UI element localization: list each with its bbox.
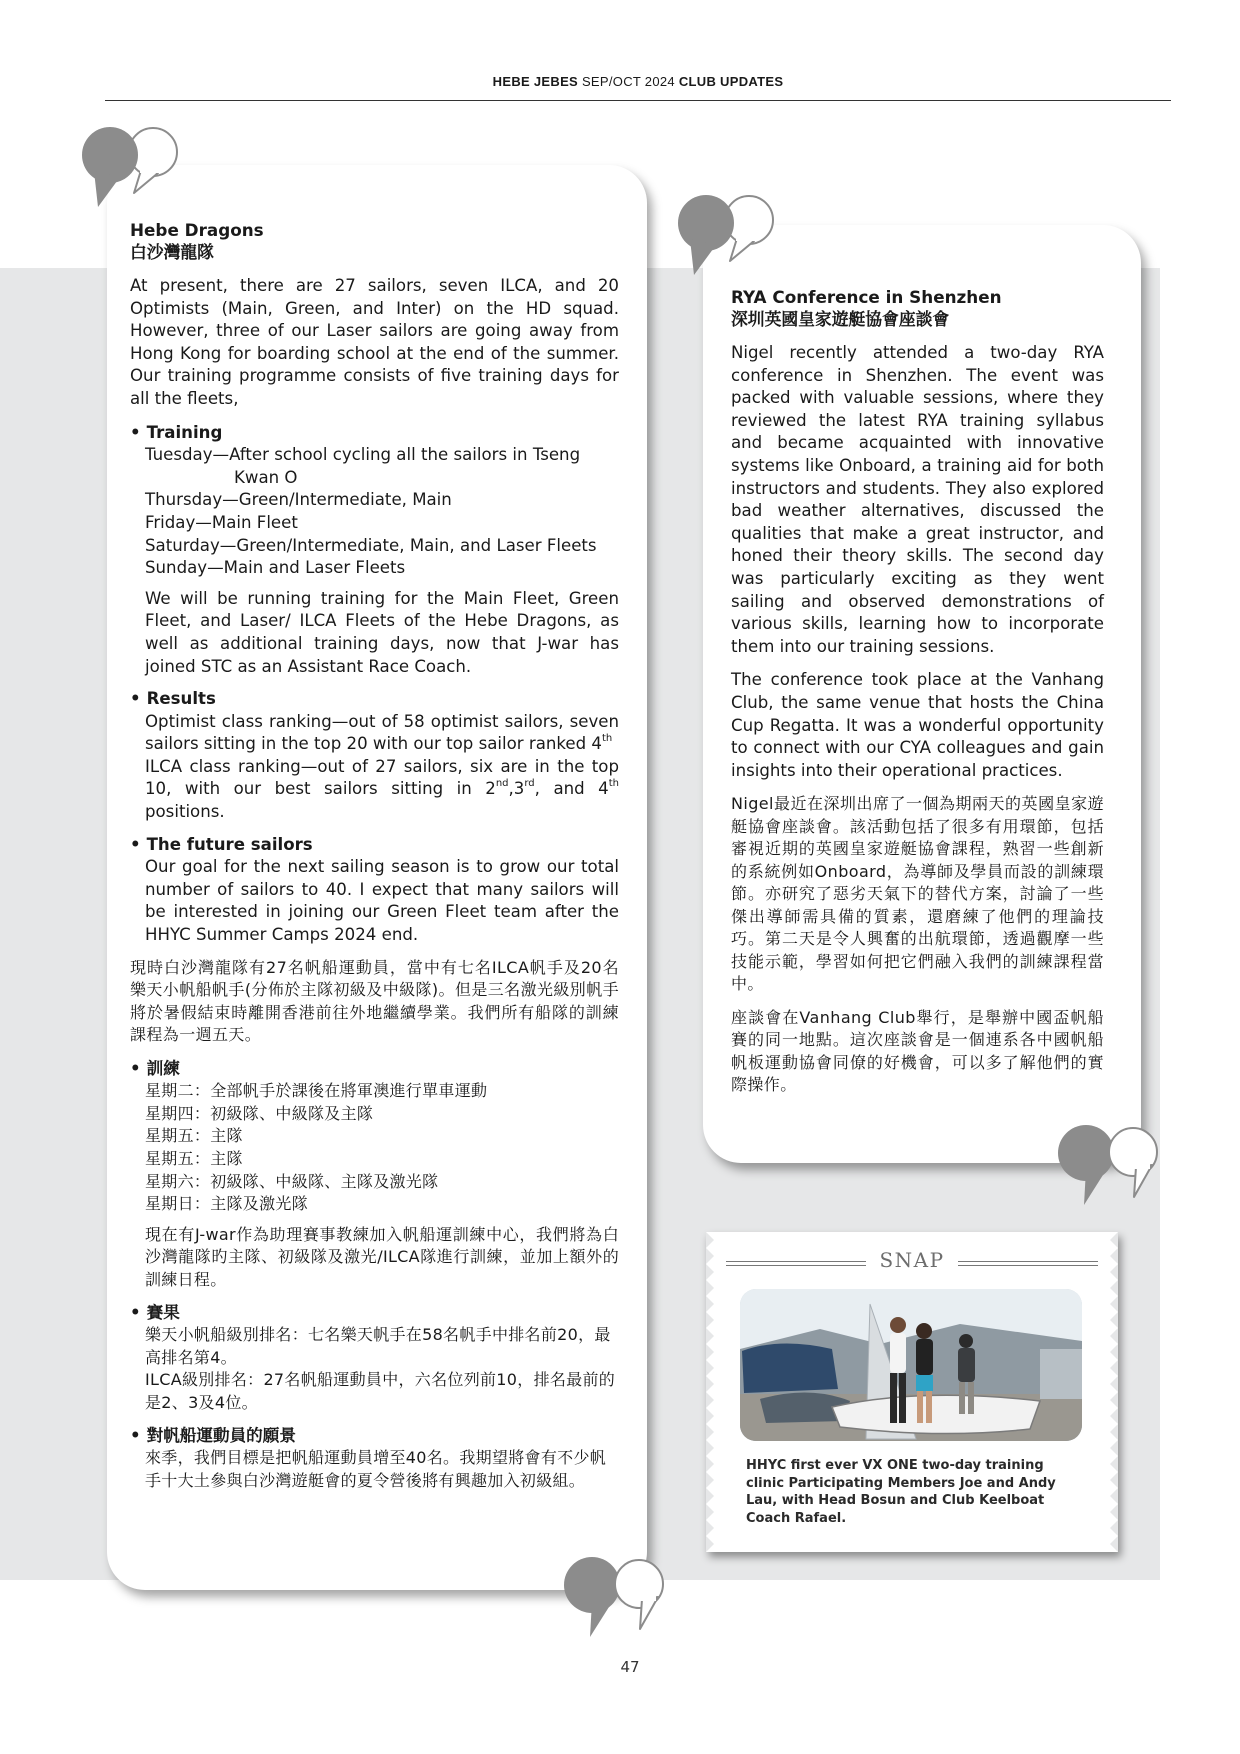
right-article bbox=[731, 286, 1104, 1108]
schedule-line-zh: 星期日：主隊及激光隊 bbox=[145, 1194, 309, 1214]
left-article bbox=[130, 219, 619, 1502]
training-heading-zh: • 訓練 bbox=[130, 1058, 619, 1081]
quote-close-icon bbox=[1056, 1123, 1166, 1208]
venue-paragraph: The conference took place at the Vanhang Club, the same venue that hosts the China Cup Regatta. It was a wonderful opportunity to connect with our CYA colleagues and gain insights into their operational practices. bbox=[731, 670, 1104, 780]
future-section-zh bbox=[130, 1425, 619, 1493]
future-body: Our goal for the next sailing season is to grow our total number of sailors to 40. I expect that many sailors will be interested in joining our Green Fleet team after the HHYC Summer Camps 2024 end. bbox=[145, 857, 619, 945]
training-note-zh: 現在有J-war作為助理賽事教練加入帆船運訓練中心，我們將為白沙灣龍隊旳主隊、初級隊及激光/ILCA隊進行訓練，並加上額外的訓練日程。 bbox=[145, 1224, 619, 1289]
training-section bbox=[130, 422, 619, 679]
future-heading-zh: • 對帆船運動員的願景 bbox=[130, 1425, 619, 1448]
schedule-line: Sunday—Main and Laser Fleets bbox=[145, 558, 406, 578]
issue-date: SEP/OCT 2024 bbox=[581, 74, 675, 89]
quote-close-icon bbox=[562, 1555, 672, 1640]
future-heading: • The future sailors bbox=[130, 834, 619, 857]
results-section-zh bbox=[130, 1302, 619, 1415]
intro-paragraph-zh: 現時白沙灣龍隊有27名帆船運動員，當中有七名ILCA帆手及20名樂天小帆船帆手(分佈於主隊初級及中級隊)。但是三名激光級別帆手將於暑假結束時離開香港前往外地繼續學業。我們所有船隊的訓練課程為一週五天。 bbox=[130, 957, 619, 1045]
snap-title bbox=[726, 1248, 1098, 1278]
results-heading: • Results bbox=[130, 688, 619, 711]
results-heading-zh: • 賽果 bbox=[130, 1302, 619, 1325]
snap-label: SNAP bbox=[879, 1248, 945, 1272]
future-section bbox=[130, 834, 619, 947]
article-title-zh: 深圳英國皇家遊艇協會座談會 bbox=[731, 309, 950, 329]
training-section-zh bbox=[130, 1058, 619, 1292]
schedule-line-zh: 星期四：初級隊、中級隊及主隊 bbox=[145, 1103, 374, 1123]
schedule-line: Saturday—Green/Intermediate, Main, and Laser Fleets bbox=[145, 535, 597, 555]
schedule-line: Thursday—Green/Intermediate, Main bbox=[145, 490, 452, 510]
conference-paragraph-zh: Nigel最近在深圳出席了一個為期兩天的英國皇家遊艇協會座談會。該活動包括了很多有用環節，包括審視近期的英國皇家遊艇協會課程，熟習一些創新的系統例如Onboard，為導師及學員而設的訓練環節。亦研究了惡劣天氣下的替代方案，討論了一些傑出導師需具備的質素，還磨練了他們的理論技巧。第二天是令人興奮的出航環節，透過觀摩一些技能示範，學習如何把它們融入我們的訓練課程當中。 bbox=[731, 794, 1104, 994]
snap-caption: HHYC first ever VX ONE two-day training clinic Participating Members Joe and Andy Lau, with Head Bosun and Club Keelboat Coach Rafael. bbox=[746, 1458, 1056, 1526]
schedule-line-zh: 星期二：全部帆手於課後在將軍澳進行單車運動 bbox=[145, 1081, 488, 1101]
running-header bbox=[105, 74, 1171, 89]
section-name: CLUB UPDATES bbox=[678, 74, 784, 89]
page-number: 47 bbox=[620, 1658, 640, 1676]
optimist-ranking: Optimist class ranking—out of 58 optimist sailors, seven sailors sitting in the top 20 with our top sailor ranked 4th bbox=[145, 711, 619, 754]
schedule-line-zh: 星期五：主隊 bbox=[145, 1149, 243, 1168]
future-body-zh: 來季，我們目標是把帆船運動員增至40名。我期望將會有不少帆手十大土參與白沙灣遊艇會的夏令營後將有興趣加入初級組。 bbox=[145, 1448, 607, 1490]
training-note: We will be running training for the Main Fleet, Green Fleet, and Laser/ ILCA Fleets of the Hebe Dragons, as well as additional training days, now that J-war has joined STC as an Assistant Race Coach. bbox=[145, 588, 619, 676]
publication-name: HEBE JEBES bbox=[492, 74, 579, 89]
schedule-line-zh: 星期六：初級隊、中級隊、主隊及激光隊 bbox=[145, 1171, 439, 1191]
optimist-ranking-zh: 樂天小帆船級別排名：七名樂天帆手在58名帆手中排名前20，最高排名第4。 bbox=[145, 1325, 611, 1367]
article-title: RYA Conference in Shenzhen bbox=[731, 287, 1002, 307]
stamp-edge bbox=[706, 1232, 714, 1552]
quote-open-icon bbox=[676, 193, 786, 278]
stamp-edge bbox=[1110, 1232, 1118, 1552]
intro-paragraph: At present, there are 27 sailors, seven ILCA, and 20 Optimists (Main, Green, and Inter) on the HD squad. However, three of our Laser sailors are going away from Hong Kong for boarding school at the end of the summer. Our training programme consists of five training days for all the fleets, bbox=[130, 276, 619, 408]
quote-open-icon bbox=[80, 125, 190, 210]
header-rule bbox=[105, 100, 1171, 101]
ilca-ranking-zh: ILCA級別排名：27名帆船運動員中，六名位列前10，排名最前的是2、3及4位。 bbox=[145, 1370, 616, 1412]
schedule-line-zh: 星期五：主隊 bbox=[145, 1126, 243, 1146]
article-title: Hebe Dragons bbox=[130, 220, 264, 240]
training-clinic-photo bbox=[740, 1289, 1082, 1441]
training-heading: • Training bbox=[130, 422, 619, 445]
venue-paragraph-zh: 座談會在Vanhang Club舉行，是舉辦中國盃帆船賽的同一地點。這次座談會是一個連系各中國帆船帆板運動協會同僚的好機會，可以多了解他們的實際操作。 bbox=[731, 1007, 1104, 1095]
snap-photo-box bbox=[706, 1232, 1118, 1552]
results-section bbox=[130, 688, 619, 824]
article-title-zh: 白沙灣龍隊 bbox=[130, 242, 214, 262]
ilca-ranking: ILCA class ranking—out of 27 sailors, six are in the top 10, with our best sailors sitting in 2nd,3rd, and 4th positions. bbox=[145, 756, 619, 822]
schedule-line: Friday—Main Fleet bbox=[145, 512, 298, 532]
schedule-line: Tuesday—After school cycling all the sailors in Tseng Kwan O bbox=[145, 445, 581, 487]
conference-paragraph: Nigel recently attended a two-day RYA conference in Shenzhen. The event was packed with valuable sessions, where they reviewed the latest RYA training syllabus and became acquainted with innovative systems like Onboard, a training aid for both instructors and students. They also explored bad weather alternatives, discussed the qualities that make a great instructor, and honed their theory skills. The second day was particularly exciting as they went sailing and observed demonstrations of various skills, learning how to incorporate them into our training sessions. bbox=[731, 343, 1104, 656]
